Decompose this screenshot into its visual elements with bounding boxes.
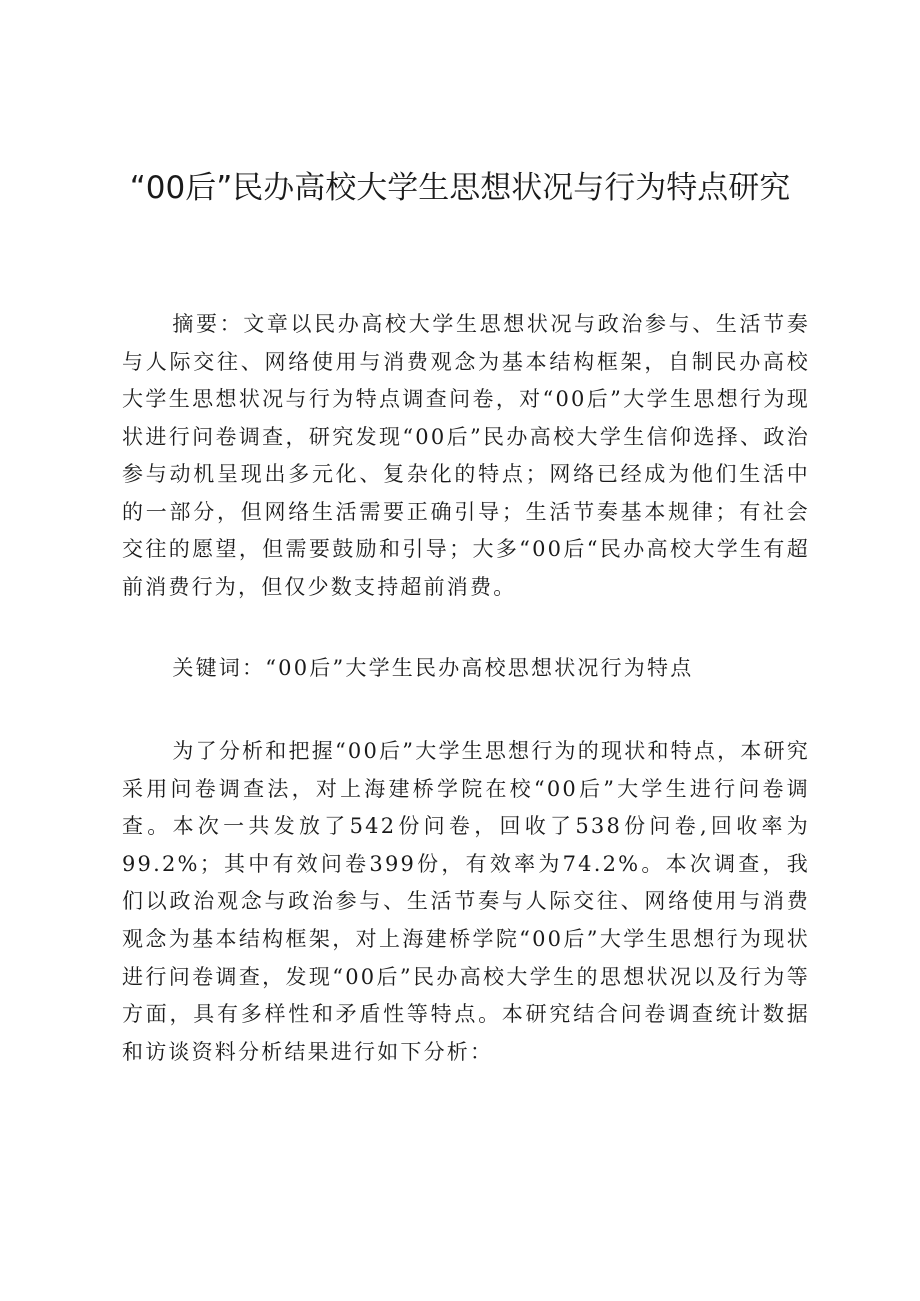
keywords-text: “00后”大学生民办高校思想状况行为特点 xyxy=(265,656,694,680)
abstract-text: 文章以民办高校大学生思想状况与政治参与、生活节奏与人际交往、网络使用与消费观念为基本结构框架，自制民办高校大学生思想状况与行为特点调查问卷，对“00后”大学生思想行为现状进行问卷调查，研究发现“00后”民办高校大学生信仰选择、政治参与动机呈现出多元化、复杂化的特点；网络已经成为他们生活中的一部分，但网络生活需要正确引导；生活节奏基本规律；有社会交往的愿望，但需要鼓励和引导；大多“00后“民办高校大学生有超前消费行为，但仅少数支持超前消费。 xyxy=(122,312,810,599)
abstract-label: 摘要： xyxy=(172,312,244,336)
document-title: “00后”民办高校大学生思想状况与行为特点研究 xyxy=(129,170,791,206)
keywords-label: 关键词： xyxy=(172,656,266,680)
abstract-paragraph xyxy=(122,306,810,606)
keywords-paragraph xyxy=(122,650,810,688)
body-paragraph: 为了分析和把握“00后”大学生思想行为的现状和特点，本研究采用问卷调查法，对上海建桥学院在校“00后”大学生进行问卷调查。本次一共发放了542份问卷，回收了538份问卷,回收率为99.2%；其中有效问卷399份，有效率为74.2%。本次调查，我们以政治观念与政治参与、生活节奏与人际交往、网络使用与消费观念为基本结构框架，对上海建桥学院“00后”大学生思想行为现状进行问卷调查，发现“00后”民办高校大学生的思想状况以及行为等方面，具有多样性和矛盾性等特点。本研究结合问卷调查统计数据和访谈资料分析结果进行如下分析： xyxy=(122,739,810,1064)
